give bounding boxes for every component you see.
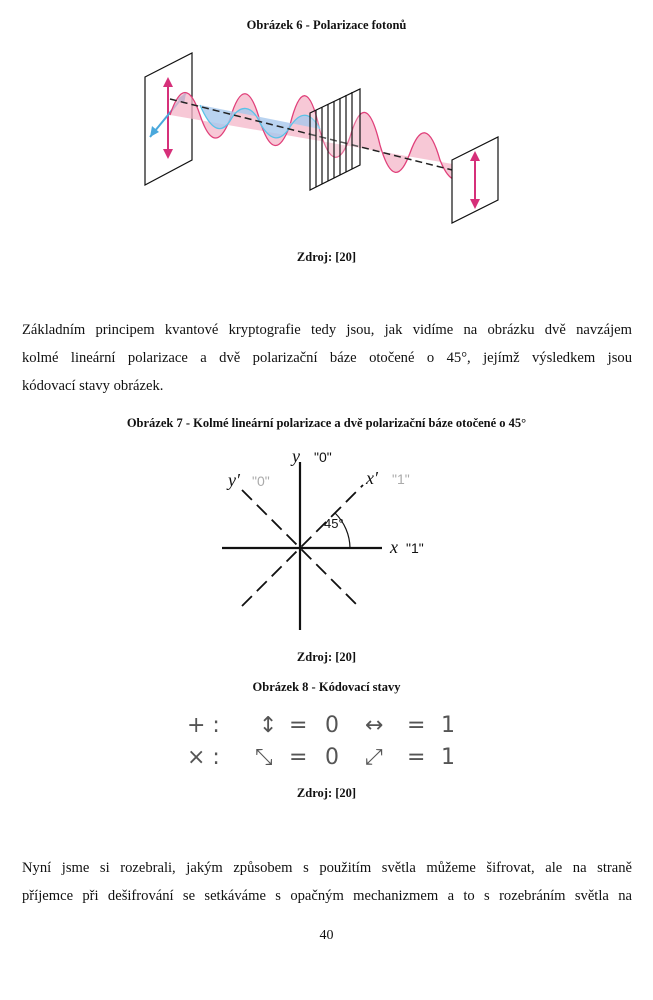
diagonal-up-arrow-icon: ⤢ (365, 745, 383, 770)
diagonal-basis-label: × : (187, 745, 220, 770)
polarizing-grid (310, 89, 360, 190)
equals-sign: = (289, 745, 308, 770)
figure-6-caption: Obrázek 6 - Polarizace fotonů (246, 18, 407, 32)
y-prime-label: y′ (228, 470, 240, 490)
figure-8-caption: Obrázek 8 - Kódovací stavy (252, 680, 401, 694)
figure-7-caption: Obrázek 7 - Kolmé lineární polarizace a dvě polarizační báze otočené o 45° (126, 416, 527, 430)
x-axis-label: x (390, 537, 398, 557)
photon-polarization-figure (130, 45, 520, 235)
x-prime-diagonal (242, 485, 363, 606)
paragraph-2-line-2: příjemce při dešifrování se setkáváme s opačným mechanizmem a to s rozebráním světla na (22, 888, 632, 904)
value-one: 1 (441, 745, 455, 770)
value-one: 1 (441, 713, 455, 738)
coding-states-figure (185, 706, 475, 772)
x-prime-label: x′ (366, 468, 378, 488)
paragraph-2-line-1: Nyní jsme si rozebrali, jakým způsobem s použitím světla můžeme šifrovat, ale na straně (22, 860, 632, 876)
paragraph-1-line-1: Základním principem kvantové kryptografie tedy jsou, jak vidíme na obrázku dvě navzájem (22, 322, 632, 338)
y-axis-value: "0" (314, 449, 332, 465)
paragraph-1-line-2: kolmé lineární polarizace a dvě polarizační báze otočené o 45°, jejímž výsledkem jsou (22, 350, 632, 366)
paragraph-1-line-3: kódovací stavy obrázek. (22, 378, 164, 394)
diagonal-down-arrow-icon: ⤡ (255, 745, 273, 770)
figure-6-source: Zdroj: [20] (296, 250, 357, 264)
rectilinear-basis-label: + : (187, 713, 220, 738)
vertical-arrow-icon: ↕ (259, 713, 278, 738)
figure-8-source: Zdroj: [20] (296, 786, 357, 800)
y-axis-label: y (292, 446, 300, 466)
x-prime-value: "1" (392, 471, 410, 487)
x-axis-value: "1" (406, 540, 424, 556)
polarization-bases-diagram (200, 440, 460, 640)
figure-7-source: Zdroj: [20] (296, 650, 357, 664)
value-zero: 0 (325, 713, 339, 738)
y-prime-value: "0" (252, 473, 270, 489)
equals-sign: = (407, 745, 426, 770)
equals-sign: = (407, 713, 426, 738)
page-number: 40 (319, 928, 334, 943)
paragraph-1 (22, 316, 632, 400)
angle-label: 45° (324, 516, 344, 531)
paragraph-2 (22, 854, 632, 910)
equals-sign: = (289, 713, 308, 738)
horizontal-arrow-icon: ↔ (365, 713, 384, 738)
value-zero: 0 (325, 745, 339, 770)
